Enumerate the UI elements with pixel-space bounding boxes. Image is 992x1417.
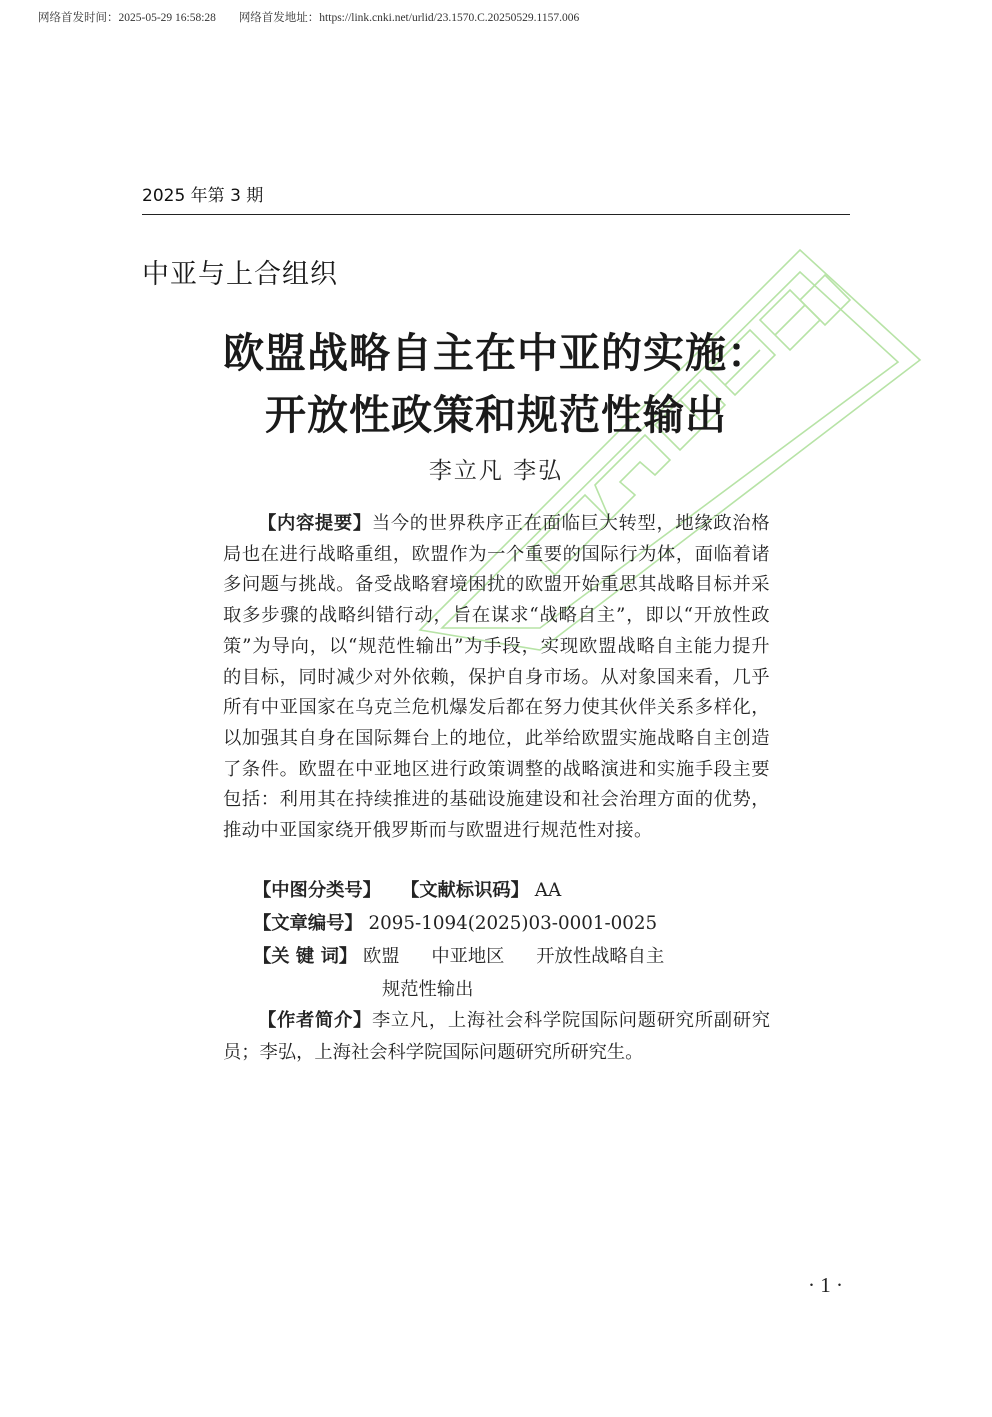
article-number-row	[253, 909, 657, 935]
abstract-label: 【内容提要】	[258, 513, 372, 534]
issue-label: 2025 年第 3 期	[142, 186, 264, 206]
article-title-line-1: 欧盟战略自主在中亚的实施：	[223, 329, 769, 377]
author-intro-indent	[223, 1010, 258, 1031]
article-authors: 李立凡 李弘	[428, 458, 564, 484]
header-rule	[142, 214, 850, 215]
publish-time: 网络首发时间：2025-05-29 16:58:28	[38, 12, 216, 24]
abstract	[223, 509, 770, 847]
keywords-row	[253, 942, 664, 968]
column-title: 中亚与上合组织	[142, 259, 338, 290]
publish-url[interactable]: 网络首发地址：https://link.cnki.net/urlid/23.1570.C.20250529.1157.006	[238, 12, 580, 24]
article-number-value: 2095-1094(2025)03-0001-0025	[368, 913, 658, 934]
keywords-label: 【关 键 词】	[253, 946, 358, 967]
abstract-text: 当今的世界秩序正在面临巨大转型，地缘政治格局也在进行战略重组，欧盟作为一个重要的国际行为体，面临着诸多问题与挑战。备受战略窘境困扰的欧盟开始重思其战略目标并采取多步骤的战略纠错行动，旨在谋求“战略自主”，即以“开放性政策”为导向，以“规范性输出”为手段，实现欧盟战略自主能力提升的目标，同时减少对外依赖，保护自身市场。从对象国来看，几乎所有中亚国家在乌克兰危机爆发后都在努力使其伙伴关系多样化，以加强其自身在国际舞台上的地位，此举给欧盟实施战略自主创造了条件。欧盟在中亚地区进行政策调整的战略演进和实施手段主要包括：利用其在持续推进的基础设施建设和社会治理方面的优势，推动中亚国家绕开俄罗斯而与欧盟进行规范性对接。	[223, 513, 770, 842]
doc-code-label: 【文献标识码】	[400, 880, 529, 901]
author-introduction	[223, 1005, 770, 1069]
classification-row	[253, 876, 561, 902]
publication-meta	[38, 9, 579, 25]
article-title-line-2: 开放性政策和规范性输出	[265, 391, 727, 439]
keyword: 规范性输出	[382, 979, 474, 1000]
author-intro-label: 【作者简介】	[258, 1010, 372, 1031]
keyword: 中亚地区	[431, 946, 505, 967]
clc-label: 【中图分类号】	[253, 880, 381, 901]
doc-code-value: AA	[534, 880, 562, 901]
article-number-label: 【文章编号】	[253, 913, 363, 934]
page-number: · 1 ·	[808, 1273, 843, 1297]
keywords-row-continued	[382, 975, 473, 1001]
author-intro-text: 李立凡，上海社会科学院国际问题研究所副研究员；李弘，上海社会科学院国际问题研究所研究生。	[223, 1010, 771, 1063]
keyword: 欧盟	[362, 946, 400, 967]
keyword: 开放性战略自主	[536, 946, 665, 967]
abstract-indent	[223, 513, 258, 534]
